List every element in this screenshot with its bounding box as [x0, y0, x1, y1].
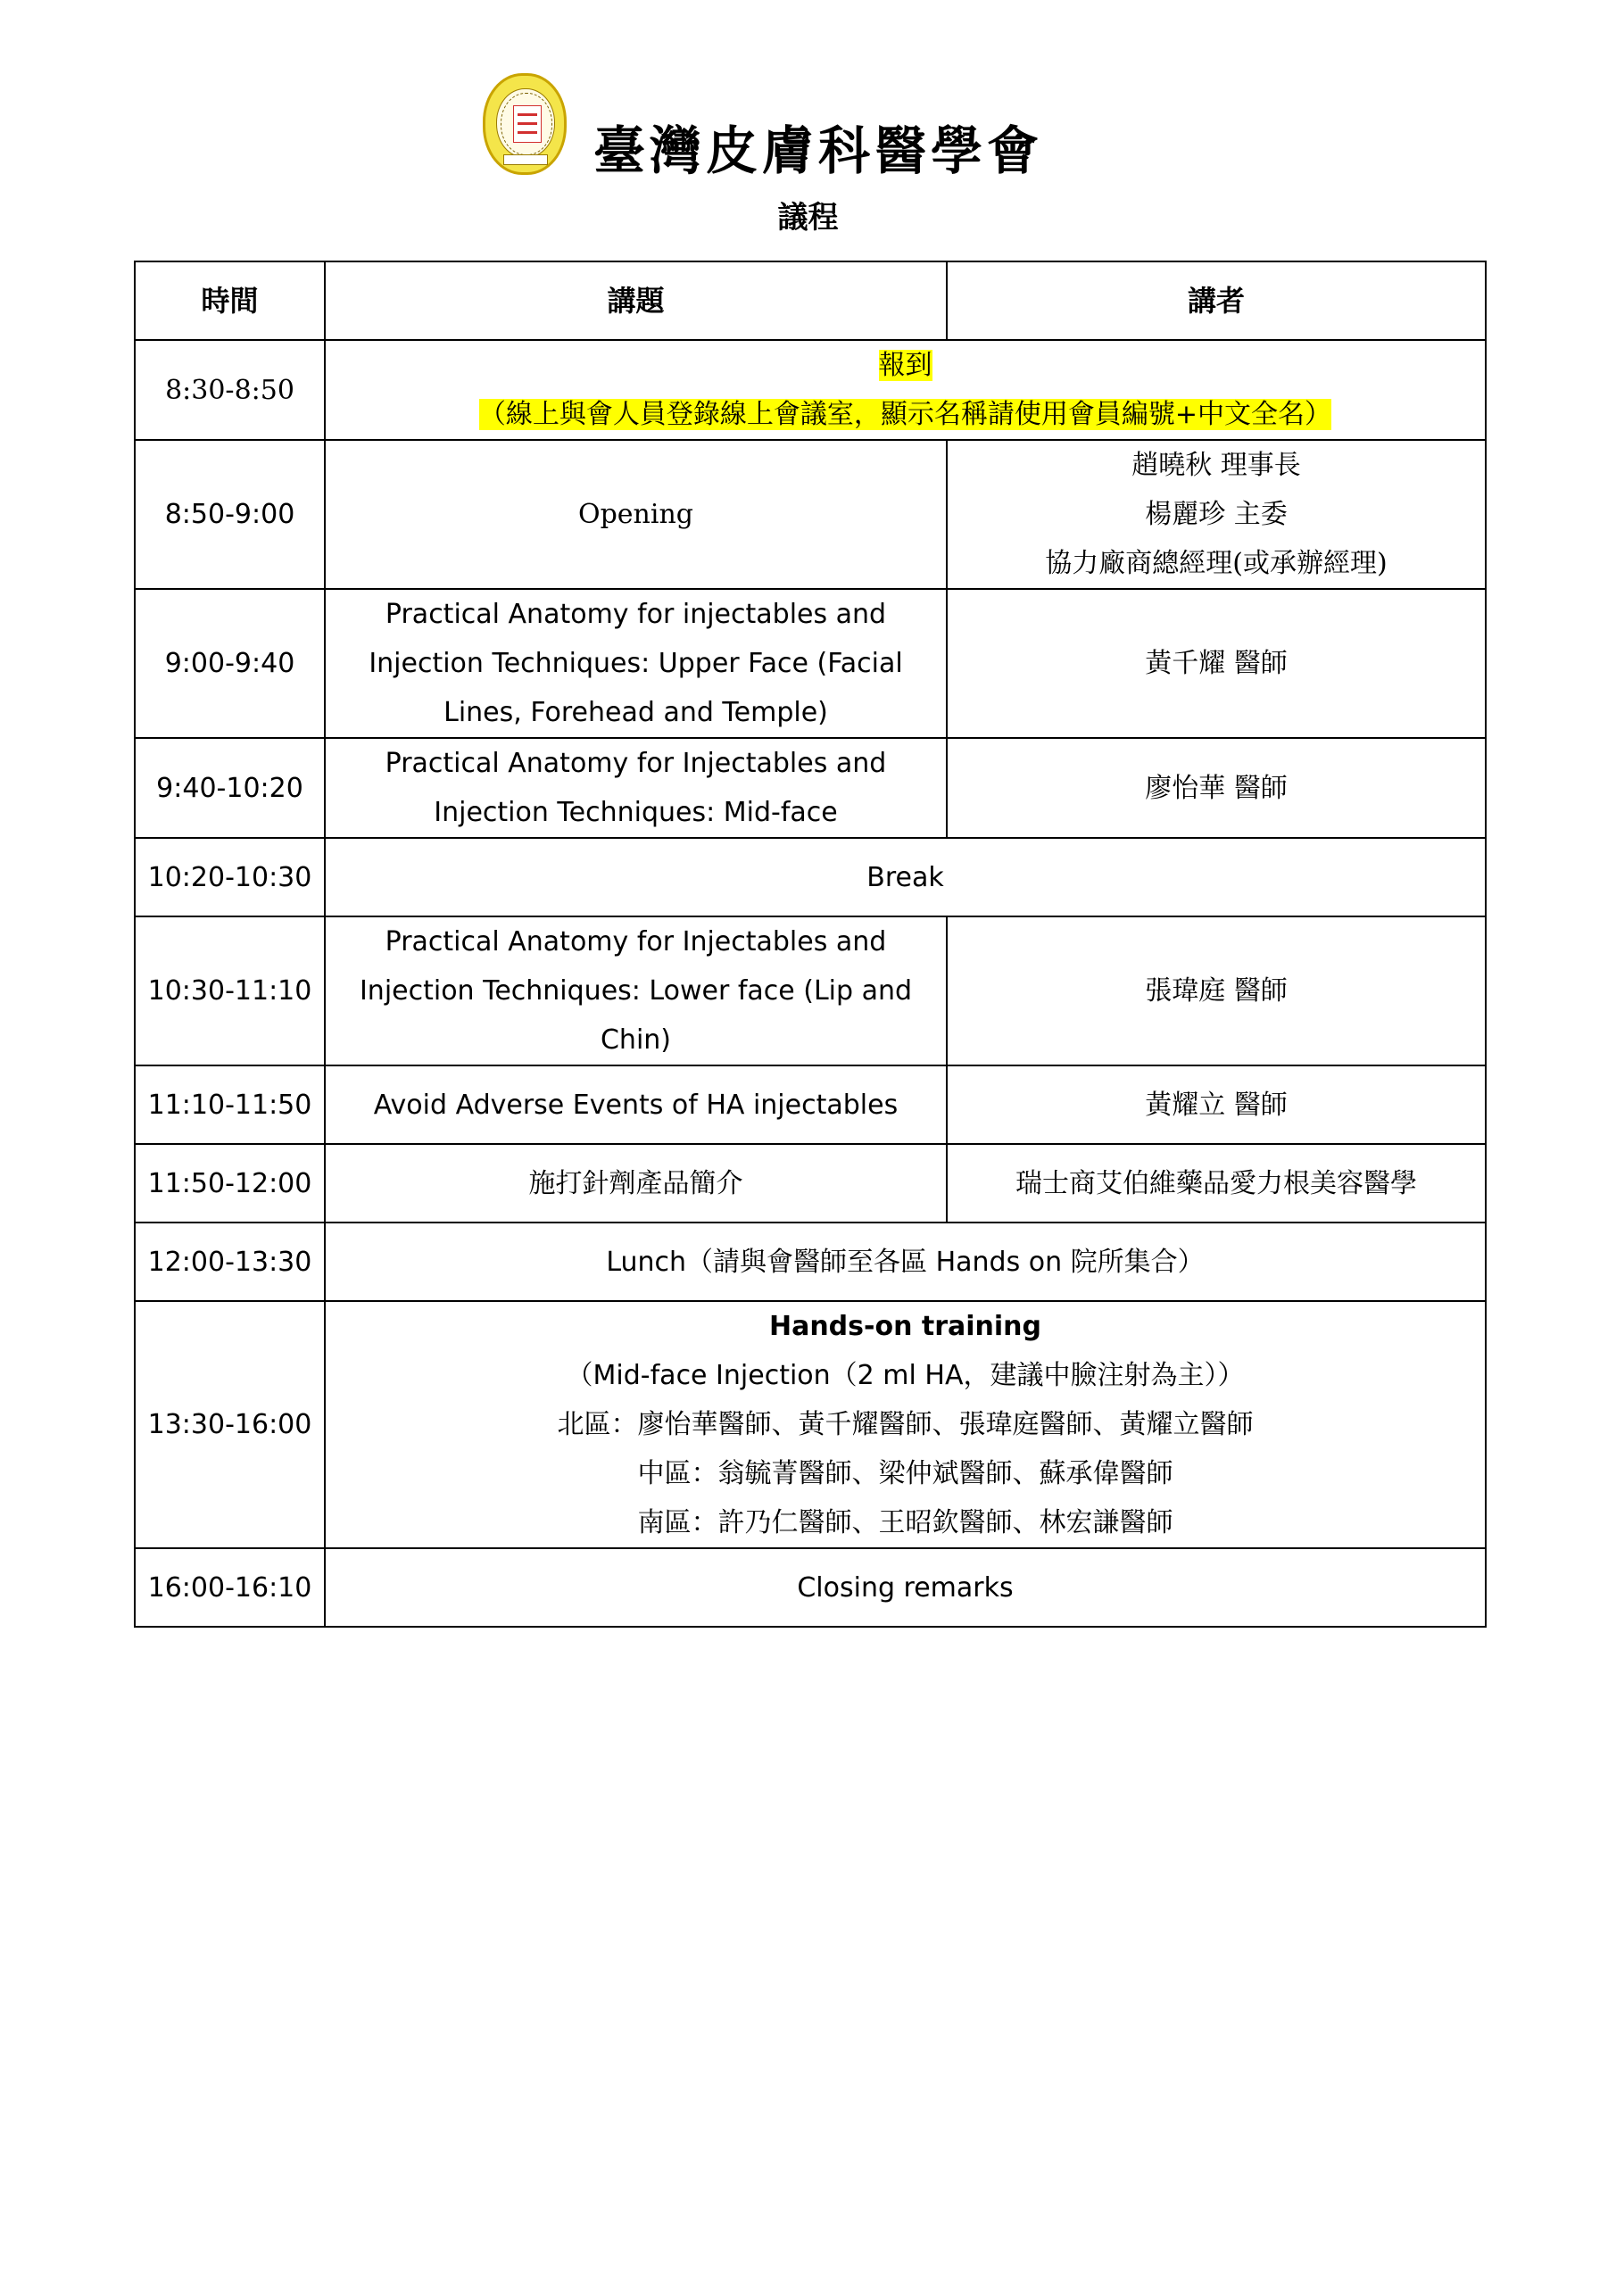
column-header-time: 時間: [135, 261, 325, 340]
time-cell: 9:40-10:20: [135, 738, 325, 838]
table-row: [135, 1223, 1486, 1301]
speaker-line: 趙曉秋 理事長: [1131, 450, 1301, 481]
speaker-line: 楊麗珍 主委: [1145, 499, 1288, 530]
registration-cell: [325, 340, 1486, 440]
speaker-cell: [947, 440, 1486, 589]
speaker-cell: 黃千耀 醫師: [947, 589, 1486, 738]
time-cell: 11:10-11:50: [135, 1065, 325, 1144]
topic-cell: [325, 738, 947, 838]
time-cell: 10:20-10:30: [135, 838, 325, 916]
time-cell: 10:30-11:10: [135, 916, 325, 1065]
association-logo: [483, 73, 567, 175]
topic-cell: 施打針劑產品簡介: [325, 1144, 947, 1223]
topic-line: Practical Anatomy for injectables and: [385, 599, 887, 630]
logo-core: [513, 105, 542, 143]
south-region-line: 南區：許乃仁醫師、王昭欽醫師、林宏謙醫師: [637, 1507, 1173, 1538]
agenda-table: [134, 261, 1487, 1628]
table-row: [135, 1548, 1486, 1627]
topic-cell: [325, 916, 947, 1065]
column-header-topic: 講題: [325, 261, 947, 340]
table-row: [135, 916, 1486, 1065]
document-header: [0, 73, 1616, 236]
topic-line: Chin): [600, 1024, 671, 1056]
registration-note: （線上與會人員登錄線上會議室，顯示名稱請使用會員編號+中文全名）: [478, 399, 1332, 430]
table-row: [135, 340, 1486, 440]
registration-label: 報到: [878, 350, 932, 381]
time-cell: 9:00-9:40: [135, 589, 325, 738]
hands-on-cell: [325, 1301, 1486, 1548]
break-cell: Break: [325, 838, 1486, 916]
topic-cell: Opening: [325, 440, 947, 589]
table-row: [135, 1301, 1486, 1548]
speaker-line: 協力廠商總經理(或承辦經理): [1045, 548, 1388, 579]
time-cell: 8:50-9:00: [135, 440, 325, 589]
topic-line: Injection Techniques: Lower face (Lip and: [359, 975, 913, 1007]
time-cell: 11:50-12:00: [135, 1144, 325, 1223]
north-region-line: 北區：廖怡華醫師、黃千耀醫師、張瑋庭醫師、黃耀立醫師: [557, 1409, 1254, 1440]
table-row: [135, 1144, 1486, 1223]
organization-name: 臺灣皮膚科醫學會: [593, 120, 1044, 181]
time-cell: 12:00-13:30: [135, 1223, 325, 1301]
speaker-cell: 張瑋庭 醫師: [947, 916, 1486, 1065]
topic-line: Practical Anatomy for Injectables and: [385, 748, 887, 779]
time-cell: 8:30-8:50: [135, 340, 325, 440]
speaker-cell: 瑞士商艾伯維藥品愛力根美容醫學: [947, 1144, 1486, 1223]
speaker-cell: 廖怡華 醫師: [947, 738, 1486, 838]
table-header-row: [135, 261, 1486, 340]
topic-cell: [325, 589, 947, 738]
table-row: [135, 838, 1486, 916]
table-row: [135, 589, 1486, 738]
logo-emblem: [496, 88, 555, 158]
closing-cell: Closing remarks: [325, 1548, 1486, 1627]
time-cell: 13:30-16:00: [135, 1301, 325, 1548]
table-row: [135, 1065, 1486, 1144]
topic-line: Injection Techniques: Mid-face: [434, 797, 838, 828]
table-row: [135, 440, 1486, 589]
column-header-speaker: 講者: [947, 261, 1486, 340]
table-row: [135, 738, 1486, 838]
topic-line: Practical Anatomy for Injectables and: [385, 926, 887, 957]
hands-on-subtitle: （Mid-face Injection（2 ml HA，建議中臉注射為主））: [566, 1360, 1245, 1391]
lunch-cell: Lunch（請與會醫師至各區 Hands on 院所集合）: [325, 1223, 1486, 1301]
page-title: 議程: [777, 200, 839, 236]
hands-on-title: Hands-on training: [768, 1311, 1042, 1342]
time-cell: 16:00-16:10: [135, 1548, 325, 1627]
central-region-line: 中區：翁毓菁醫師、梁仲斌醫師、蘇承偉醫師: [637, 1458, 1173, 1489]
logo-year-band: [503, 154, 548, 165]
topic-cell: Avoid Adverse Events of HA injectables: [325, 1065, 947, 1144]
topic-line: Lines, Forehead and Temple): [443, 697, 828, 728]
speaker-cell: 黃耀立 醫師: [947, 1065, 1486, 1144]
topic-line: Injection Techniques: Upper Face (Facial: [369, 648, 903, 679]
